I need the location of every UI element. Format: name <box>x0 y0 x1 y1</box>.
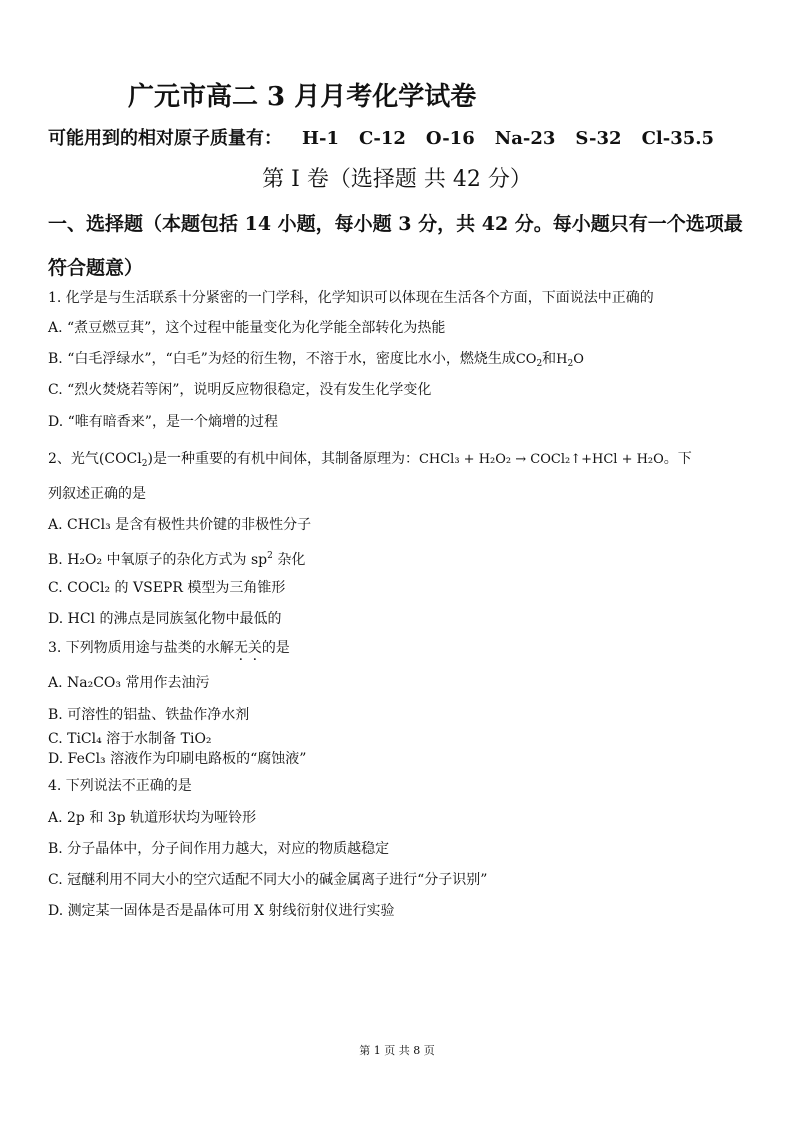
atomic-masses-line <box>48 124 714 150</box>
q4-option-d: D. 测定某一固体是否是晶体可用 X 射线衍射仪进行实验 <box>48 903 395 919</box>
q1-stem: 1. 化学是与生活联系十分紧密的一门学科，化学知识可以体现在生活各个方面，下面说法中正确的 <box>48 290 654 306</box>
section-heading: 一、选择题（本题包括 14 小题，每小题 3 分，共 42 分。每小题只有一个选项最符合题意） <box>48 213 743 279</box>
q4-option-b: B. 分子晶体中，分子间作用力越大，对应的物质越稳定 <box>48 841 390 857</box>
q3-option-b: B. 可溶性的铝盐、铁盐作净水剂 <box>48 707 250 723</box>
q3-stem <box>48 638 290 658</box>
atomic-mass-cl: Cl-35.5 <box>641 128 715 149</box>
q3-stem-end: 的是 <box>261 640 290 656</box>
q2-option-c: C. COCl₂ 的 VSEPR 模型为三角锥形 <box>48 580 286 596</box>
page-footer: 第 1 页 共 8 页 <box>359 1044 435 1057</box>
q1-option-b-text: B. “白毛浮绿水”，“白毛”为烃的衍生物，不溶于水，密度比水小，燃烧生成 <box>48 351 516 367</box>
q2-option-b-text: B. H₂O₂ 中氧原子的杂化方式为 sp <box>48 552 268 568</box>
atomic-mass-c: C-12 <box>359 128 406 149</box>
h2o-formula: $H_2O$ <box>556 352 584 369</box>
atomic-mass-na: Na-23 <box>494 128 556 149</box>
q2-stem-end: 。下 <box>663 451 692 467</box>
q1-option-d: D. “唯有暗香来”，是一个熵增的过程 <box>48 414 278 430</box>
q2-option-b-end: 杂化 <box>272 552 306 568</box>
q3-option-c: C. TiCl₄ 溶于水制备 TiO₂ <box>48 731 212 747</box>
q1-option-b <box>48 349 584 374</box>
q3-stem-start: 3. 下列物质用途与盐类的水解 <box>48 640 234 656</box>
q2-stem-middle: )是一种重要的有机中间体，其制备原理为： <box>147 451 419 467</box>
exam-title: 广元市高二 3 月月考化学试卷 <box>128 82 477 112</box>
atomic-mass-s: S-32 <box>575 128 622 149</box>
q2-stem-start: 2、光气(COCl <box>48 451 142 467</box>
q4-option-c: C. 冠醚利用不同大小的空穴适配不同大小的碱金属离子进行“分子识别” <box>48 872 488 888</box>
q2-option-b <box>48 546 305 570</box>
q2-stem-line2: 列叙述正确的是 <box>48 486 146 502</box>
emphasis-guan: 关 <box>247 640 262 656</box>
co2-formula: $CO_2$ <box>515 352 543 369</box>
q2-option-a: A. CHCl₃ 是含有极性共价键的非极性分子 <box>48 517 312 533</box>
q4-stem: 4. 下列说法不正确的是 <box>48 778 192 794</box>
emphasis-wu: 无 <box>233 640 248 656</box>
atomic-mass-o: O-16 <box>425 128 475 149</box>
q4-option-a: A. 2p 和 3p 轨道形状均为哑铃形 <box>48 810 257 826</box>
volume-title: 第 I 卷（选择题 共 42 分） <box>262 167 532 192</box>
q1-option-a: A. “煮豆燃豆萁”，这个过程中能量变化为化学能全部转化为热能 <box>48 320 446 336</box>
reaction-equation: CHCl₃ + H₂O₂ → COCl₂↑+HCl + H₂O <box>418 452 664 467</box>
q1-option-c: C. “烈火焚烧若等闲”，说明反应物很稳定，没有发生化学变化 <box>48 382 432 398</box>
q2-option-d: D. HCl 的沸点是同族氢化物中最低的 <box>48 611 282 627</box>
q3-option-a: A. Na₂CO₃ 常用作去油污 <box>48 675 210 691</box>
q1-option-b-and: 和 <box>542 351 557 367</box>
sp2-superscript: 2 <box>267 551 273 561</box>
atomic-mass-h: H-1 <box>302 128 340 149</box>
q3-option-d: D. FeCl₃ 溶液作为印刷电路板的“腐蚀液” <box>48 751 307 767</box>
q2-stem: 2、光气(COCl$_2$)是一种重要的有机中间体，其制备原理为：CHCl₃ + H₂O₂ → COCl₂↑+HCl + H₂O。下 <box>48 451 692 469</box>
atomic-masses-label: 可能用到的相对原子质量有： <box>48 128 282 149</box>
